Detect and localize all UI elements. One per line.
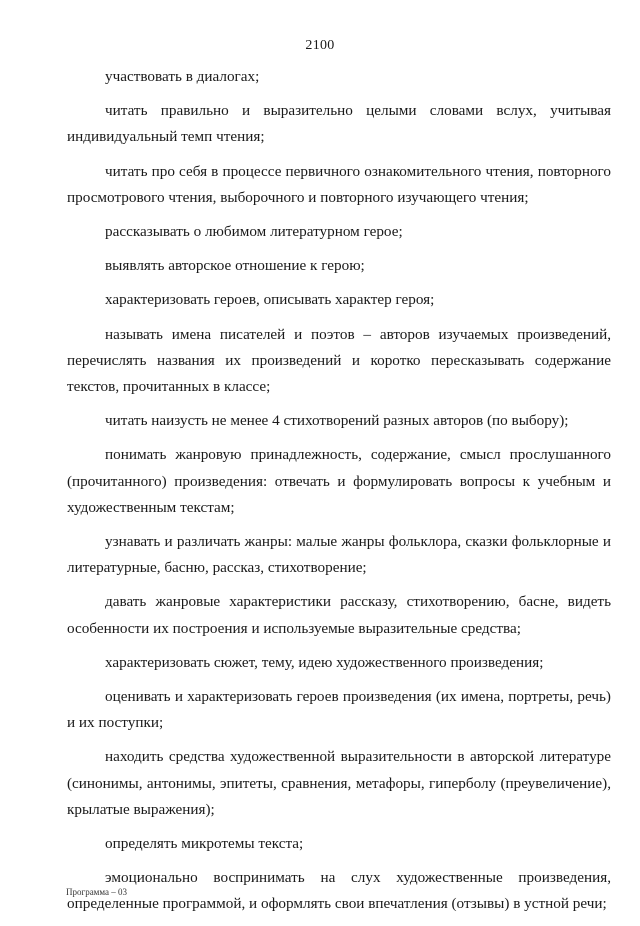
paragraph: читать правильно и выразительно целыми словами вслух, учитывая индивидуальный темп чтения;	[67, 102, 611, 146]
paragraph: участвовать в диалогах;	[105, 68, 260, 85]
paragraph: эмоционально воспринимать на слух художественные произведения, определенные программой, и оформлять свои впечатления (отзывы) в устной речи;	[67, 869, 611, 913]
paragraph: определять микротемы текста;	[105, 835, 304, 853]
paragraph: выявлять авторское отношение к герою;	[105, 257, 365, 275]
page-number: 2100	[305, 38, 335, 53]
paragraph: давать жанровые характеристики рассказу, стихотворению, басне, видеть особенности их построения и используемые выразительные средства;	[67, 593, 611, 637]
paragraph: характеризовать героев, описывать характер героя;	[105, 291, 435, 309]
paragraph: рассказывать о любимом литературном герое;	[105, 223, 403, 241]
paragraph: находить средства художественной выразительности в авторской литературе (синонимы, антонимы, эпитеты, сравнения, метафоры, гиперболу (преувеличение), крылатые выражения);	[67, 748, 611, 818]
document-body	[67, 64, 611, 926]
paragraph: узнавать и различать жанры: малые жанры фольклора, сказки фольклорные и литературные, басню, рассказ, стихотворение;	[67, 533, 611, 577]
page-footer: Программа – 03	[66, 887, 128, 897]
paragraph: читать наизусть не менее 4 стихотворений разных авторов (по выбору);	[105, 412, 569, 430]
paragraph: понимать жанровую принадлежность, содержание, смысл прослушанного (прочитанного) произведения: отвечать и формулировать вопросы к учебным и художественным текстам;	[67, 446, 611, 516]
paragraph: читать про себя в процессе первичного ознакомительного чтения, повторного просмотрового чтения, выборочного и повторного изучающего чтения;	[67, 162, 611, 206]
paragraph: называть имена писателей и поэтов – авторов изучаемых произведений, перечислять названия их произведений и коротко пересказывать содержание текстов, прочитанных в классе;	[67, 325, 611, 396]
paragraph: характеризовать сюжет, тему, идею художественного произведения;	[105, 653, 544, 671]
paragraph: оценивать и характеризовать героев произведения (их имена, портреты, речь) и их поступки;	[67, 688, 611, 732]
